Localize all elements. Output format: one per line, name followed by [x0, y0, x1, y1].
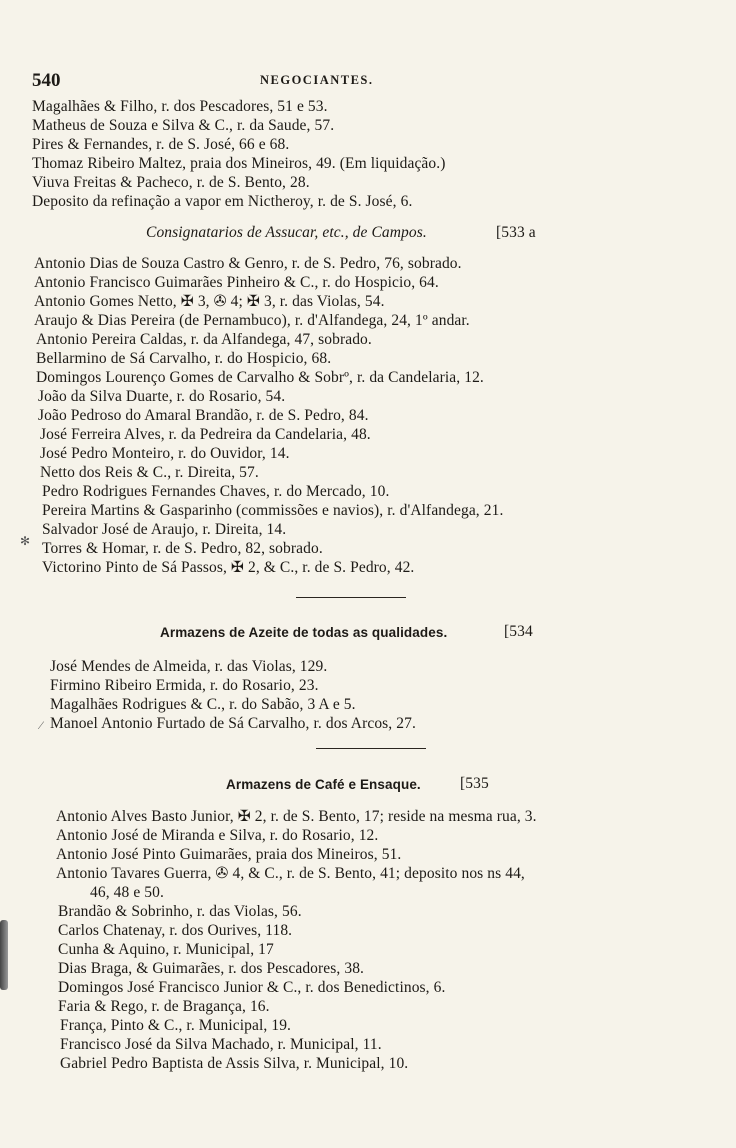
section-divider: [316, 748, 426, 749]
list-item: Pires & Fernandes, r. de S. José, 66 e 68.: [32, 136, 290, 153]
page-number: 540: [32, 70, 61, 91]
list-item: José Ferreira Alves, r. da Pedreira da Candelaria, 48.: [40, 426, 371, 443]
list-item: José Pedro Monteiro, r. do Ouvidor, 14.: [40, 445, 290, 462]
list-item: Magalhães Rodrigues & C., r. do Sabão, 3 A e 5.: [50, 696, 356, 713]
section-ref: [535: [460, 775, 489, 792]
section-divider: [296, 597, 406, 598]
list-item: Antonio José Pinto Guimarães, praia dos Mineiros, 51.: [56, 846, 402, 863]
list-item: Antonio Pereira Caldas, r. da Alfandega, 47, sobrado.: [36, 331, 372, 348]
section-ref: [534: [504, 623, 533, 640]
list-item: Thomaz Ribeiro Maltez, praia dos Mineiros, 49. (Em liquidação.): [32, 155, 446, 172]
binding-edge: [0, 920, 8, 990]
list-item: Magalhães & Filho, r. dos Pescadores, 51 e 53.: [32, 98, 328, 115]
list-item: França, Pinto & C., r. Municipal, 19.: [60, 1017, 292, 1034]
list-item: Dias Braga, & Guimarães, r. dos Pescadores, 38.: [58, 960, 365, 977]
list-item: Brandão & Sobrinho, r. das Violas, 56.: [58, 903, 302, 920]
list-item: Bellarmino de Sá Carvalho, r. do Hospicio, 68.: [36, 350, 332, 367]
list-item: Carlos Chatenay, r. dos Ourives, 118.: [58, 922, 293, 939]
list-item: Antonio Alves Basto Junior, ✠ 2, r. de S. Bento, 17; reside na mesma rua, 3.: [56, 808, 537, 825]
list-item: José Mendes de Almeida, r. das Violas, 129.: [50, 658, 328, 675]
list-item: Antonio Francisco Guimarães Pinheiro & C., r. do Hospicio, 64.: [34, 274, 439, 291]
running-title: NEGOCIANTES.: [260, 73, 374, 87]
section-ref: [533 a: [496, 224, 536, 241]
list-item: Antonio Tavares Guerra, ✇ 4, & C., r. de S. Bento, 41; deposito nos ns 44,: [56, 865, 525, 882]
list-item: Faria & Rego, r. de Bragança, 16.: [58, 998, 270, 1015]
list-item: Francisco José da Silva Machado, r. Municipal, 11.: [60, 1036, 382, 1053]
section-title: Consignatarios de Assucar, etc., de Campos.: [146, 224, 427, 241]
list-item: Firmino Ribeiro Ermida, r. do Rosario, 23.: [50, 677, 319, 694]
list-item: Salvador José de Araujo, r. Direita, 14.: [42, 521, 287, 538]
list-item: João da Silva Duarte, r. do Rosario, 54.: [38, 388, 286, 405]
list-item: Matheus de Souza e Silva & C., r. da Saude, 57.: [32, 117, 335, 134]
list-item: Antonio Gomes Netto, ✠ 3, ✇ 4; ✠ 3, r. das Violas, 54.: [34, 293, 385, 310]
list-item: Victorino Pinto de Sá Passos, ✠ 2, & C., r. de S. Pedro, 42.: [42, 559, 415, 576]
list-item: João Pedroso do Amaral Brandão, r. de S. Pedro, 84.: [38, 407, 369, 424]
section-title: Armazens de Azeite de todas as qualidades.: [160, 625, 448, 640]
list-item: Araujo & Dias Pereira (de Pernambuco), r. d'Alfandega, 24, 1º andar.: [34, 312, 470, 329]
list-item: Viuva Freitas & Pacheco, r. de S. Bento, 28.: [32, 174, 310, 191]
list-item: Gabriel Pedro Baptista de Assis Silva, r. Municipal, 10.: [60, 1055, 409, 1072]
list-item: Cunha & Aquino, r. Municipal, 17: [58, 941, 274, 958]
tick-mark-icon: ⁄: [40, 718, 43, 732]
list-item: 46, 48 e 50.: [90, 884, 164, 901]
section-title: Armazens de Café e Ensaque.: [226, 777, 421, 792]
ink-mark-icon: ✻: [20, 534, 31, 548]
list-item: Antonio Dias de Souza Castro & Genro, r. de S. Pedro, 76, sobrado.: [34, 255, 462, 272]
list-item: Domingos José Francisco Junior & C., r. dos Benedictinos, 6.: [58, 979, 446, 996]
list-item: Manoel Antonio Furtado de Sá Carvalho, r. dos Arcos, 27.: [50, 715, 416, 732]
list-item: Pedro Rodrigues Fernandes Chaves, r. do Mercado, 10.: [42, 483, 390, 500]
list-item: Antonio José de Miranda e Silva, r. do Rosario, 12.: [56, 827, 379, 844]
list-item: Torres & Homar, r. de S. Pedro, 82, sobrado.: [42, 540, 323, 557]
list-item: Netto dos Reis & C., r. Direita, 57.: [40, 464, 259, 481]
list-item: Domingos Lourenço Gomes de Carvalho & Sobrº, r. da Candelaria, 12.: [36, 369, 484, 386]
list-item: Pereira Martins & Gasparinho (commissões e navios), r. d'Alfandega, 21.: [42, 502, 504, 519]
list-item: Deposito da refinação a vapor em Nictheroy, r. de S. José, 6.: [32, 193, 413, 210]
